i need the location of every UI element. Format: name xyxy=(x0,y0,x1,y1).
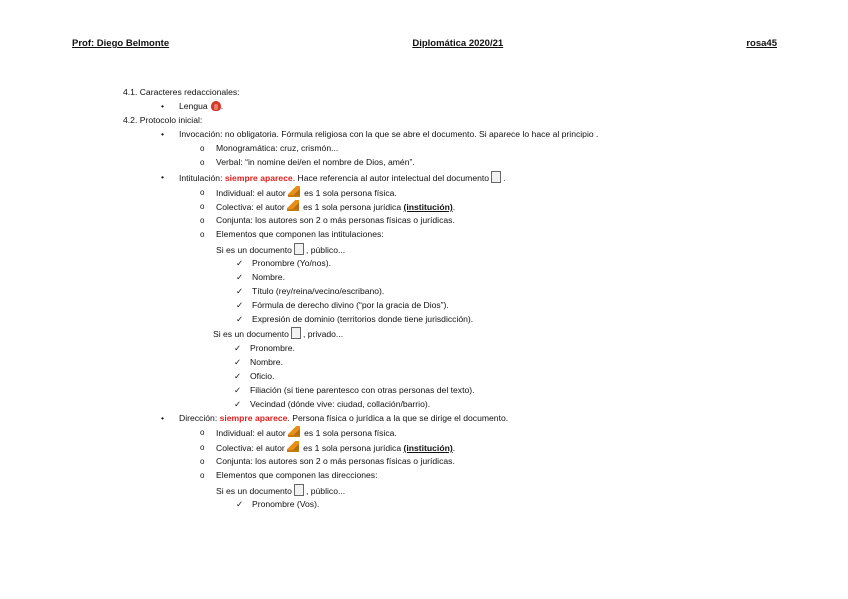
list-item: • Invocación: no obligatoria. Fórmula religiosa con la que se abre el documento. Si aparece lo hace al principio . xyxy=(179,128,598,142)
list-item: ✓ Filiación (si tiene parentesco con otras personas del texto). xyxy=(250,384,475,398)
list-item: • Intitulación: siempre aparece. Hace referencia al autor intelectual del documento . xyxy=(179,171,505,186)
list-item: o Verbal: “in nomine dei/en el nombre de Dios, amén”. xyxy=(216,156,415,170)
header-id: rosa45 xyxy=(746,38,777,49)
pen-icon xyxy=(287,200,299,211)
list-item: • Lengua . xyxy=(179,100,223,114)
header-course: Diplomática 2020/21 xyxy=(412,38,504,49)
list-item: ✓ Vecindad (dónde vive: ciudad, collación/barrio). xyxy=(250,398,430,412)
list-item: ✓ Título (rey/reina/vecino/escribano). xyxy=(252,285,384,299)
document-icon xyxy=(294,484,304,496)
list-item: ✓ Nombre. xyxy=(250,356,283,370)
list-item: o Elementos que componen las intitulaciones: xyxy=(216,228,384,242)
list-item: ✓ Expresión de dominio (territorios donde tiene jurisdicción). xyxy=(252,313,473,327)
list-item: ✓ Nombre. xyxy=(252,271,285,285)
section-4-2: 4.2. Protocolo inicial: xyxy=(123,115,203,125)
list-item: ✓ Pronombre. xyxy=(250,342,295,356)
page-header xyxy=(72,38,777,49)
list-item: o Conjunta: los autores son 2 o más personas físicas o jurídicas. xyxy=(216,214,455,228)
pen-icon xyxy=(288,426,300,437)
header-author: Prof: Diego Belmonte xyxy=(72,38,170,49)
list-item: ✓ Oficio. xyxy=(250,370,274,384)
subheading: Si es un documento , público... xyxy=(216,486,346,496)
list-item: o Colectiva: el autor es 1 sola persona jurídica (institución). xyxy=(216,200,455,215)
section-4-1: 4.1. Caracteres redaccionales: xyxy=(123,87,240,97)
list-item: ✓ Pronombre (Yo/nos). xyxy=(252,257,331,271)
list-item: o Monogramática: cruz, crismón... xyxy=(216,142,338,156)
document-icon xyxy=(291,327,301,339)
tongue-icon xyxy=(211,101,221,111)
list-item: o Colectiva: el autor es 1 sola persona jurídica (institución). xyxy=(216,441,455,456)
document-icon xyxy=(294,243,304,255)
list-item: o Conjunta: los autores son 2 o más personas físicas o jurídicas. xyxy=(216,455,455,469)
document-icon xyxy=(491,171,501,183)
list-item: ✓ Pronombre (Vos). xyxy=(252,498,319,512)
list-item: • Dirección: siempre aparece. Persona física o jurídica a la que se dirige el documento. xyxy=(179,412,508,426)
list-item: ✓ Fórmula de derecho divino (“por la gracia de Dios”). xyxy=(252,299,449,313)
list-item: o Individual: el autor es 1 sola persona física. xyxy=(216,186,397,201)
list-item: o Elementos que componen las direcciones: xyxy=(216,469,377,483)
subheading: Si es un documento , público... xyxy=(216,245,346,255)
pen-icon xyxy=(288,186,300,197)
list-item: o Individual: el autor es 1 sola persona física. xyxy=(216,426,397,441)
pen-icon xyxy=(287,441,299,452)
subheading: Si es un documento , privado... xyxy=(213,329,344,339)
